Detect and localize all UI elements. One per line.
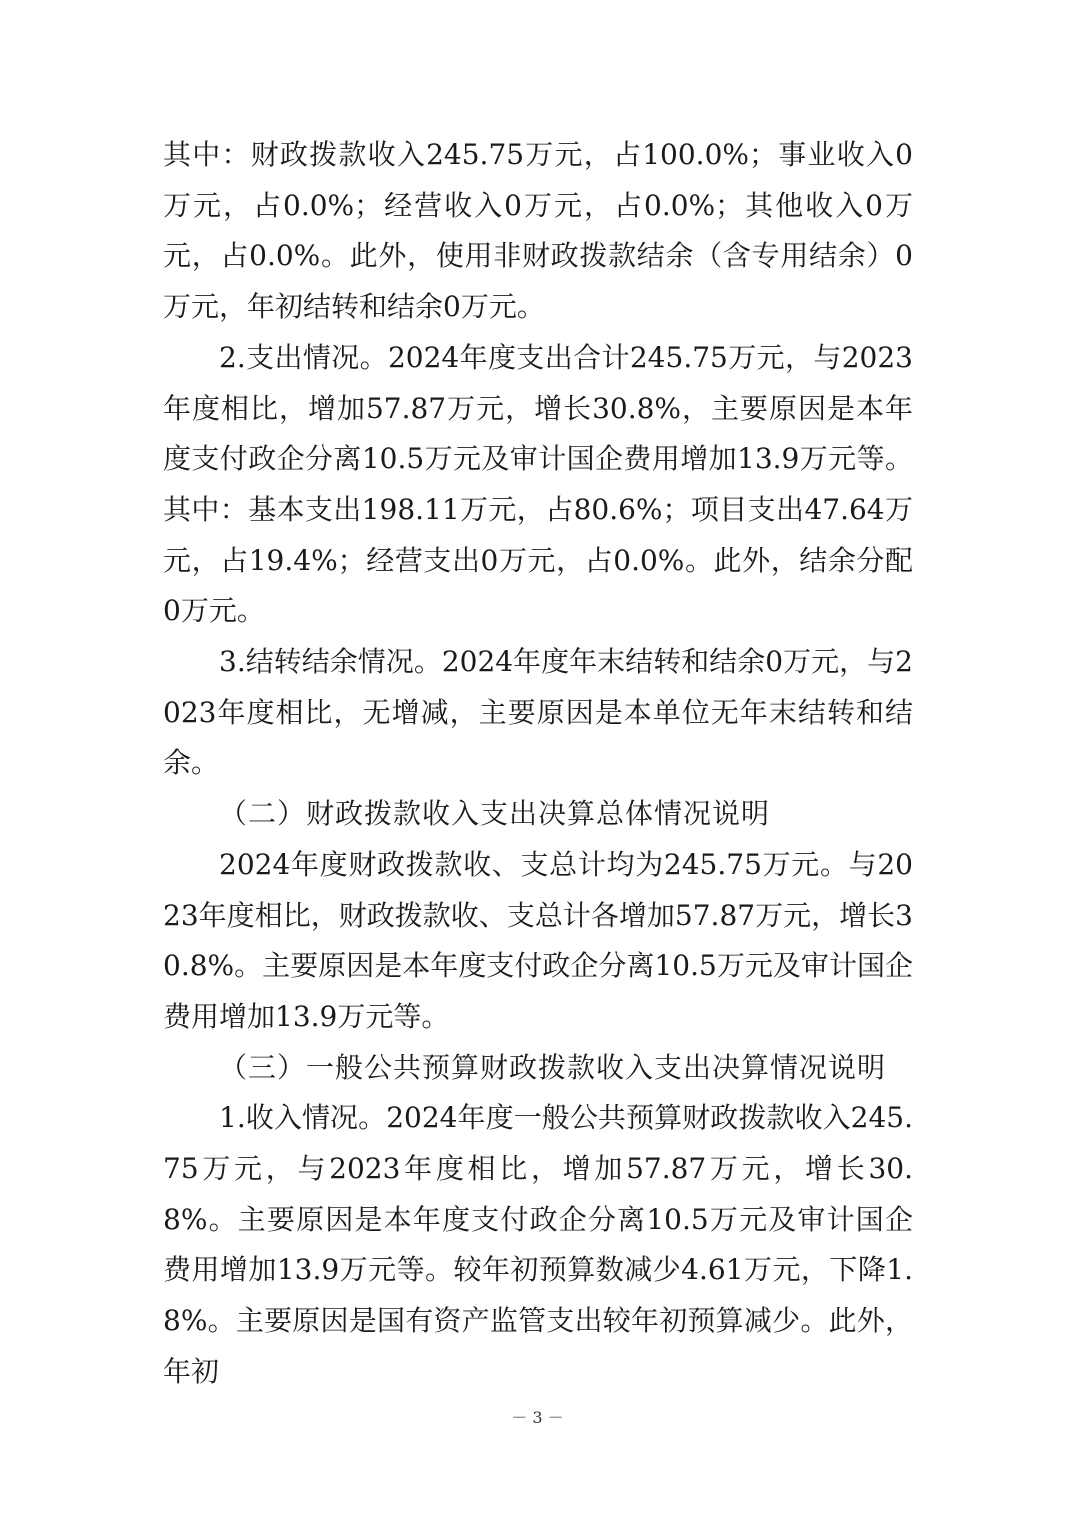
section-heading-three: （三）一般公共预算财政拨款收入支出决算情况说明 bbox=[219, 1050, 887, 1084]
section-heading-two: （二）财政拨款收入支出决算总体情况说明 bbox=[219, 797, 771, 831]
paragraph-general-budget-income: 1.收入情况。2024年度一般公共预算财政拨款收入245.75万元，与2023年度相比，增加57.87万元，增长30.8%。主要原因是本年度支付政企分离10.5万元及审计国企费用增加13.9万元等。较年初预算数减少4.61万元，下降1.8%。主要原因是国有资产监管支出较年初预算减少。此外，年初 bbox=[163, 1101, 913, 1388]
document-body bbox=[163, 130, 913, 1398]
paragraph-carryover: 3.结转结余情况。2024年度年末结转和结余0万元，与2023年度相比，无增减，主要原因是本单位无年末结转和结余。 bbox=[163, 645, 913, 780]
paragraph-fiscal-overall: 2024年度财政拨款收、支总计均为245.75万元。与2023年度相比，财政拨款收、支总计各增加57.87万元，增长30.8%。主要原因是本年度支付政企分离10.5万元及审计国企费用增加13.9万元等。 bbox=[163, 847, 913, 1033]
page-number: － 3 － bbox=[511, 1408, 564, 1427]
paragraph-income-continued: 其中：财政拨款收入245.75万元，占100.0%；事业收入0万元，占0.0%；经营收入0万元，占0.0%；其他收入0万元，占0.0%。此外，使用非财政拨款结余（含专用结余）0万元，年初结转和结余0万元。 bbox=[163, 138, 913, 324]
paragraph-expenditure: 2.支出情况。2024年度支出合计245.75万元，与2023年度相比，增加57.87万元，增长30.8%，主要原因是本年度支付政企分离10.5万元及审计国企费用增加13.9万元等。其中：基本支出198.11万元，占80.6%；项目支出47.64万元，占19.4%；经营支出0万元，占0.0%。此外，结余分配0万元。 bbox=[163, 340, 913, 628]
